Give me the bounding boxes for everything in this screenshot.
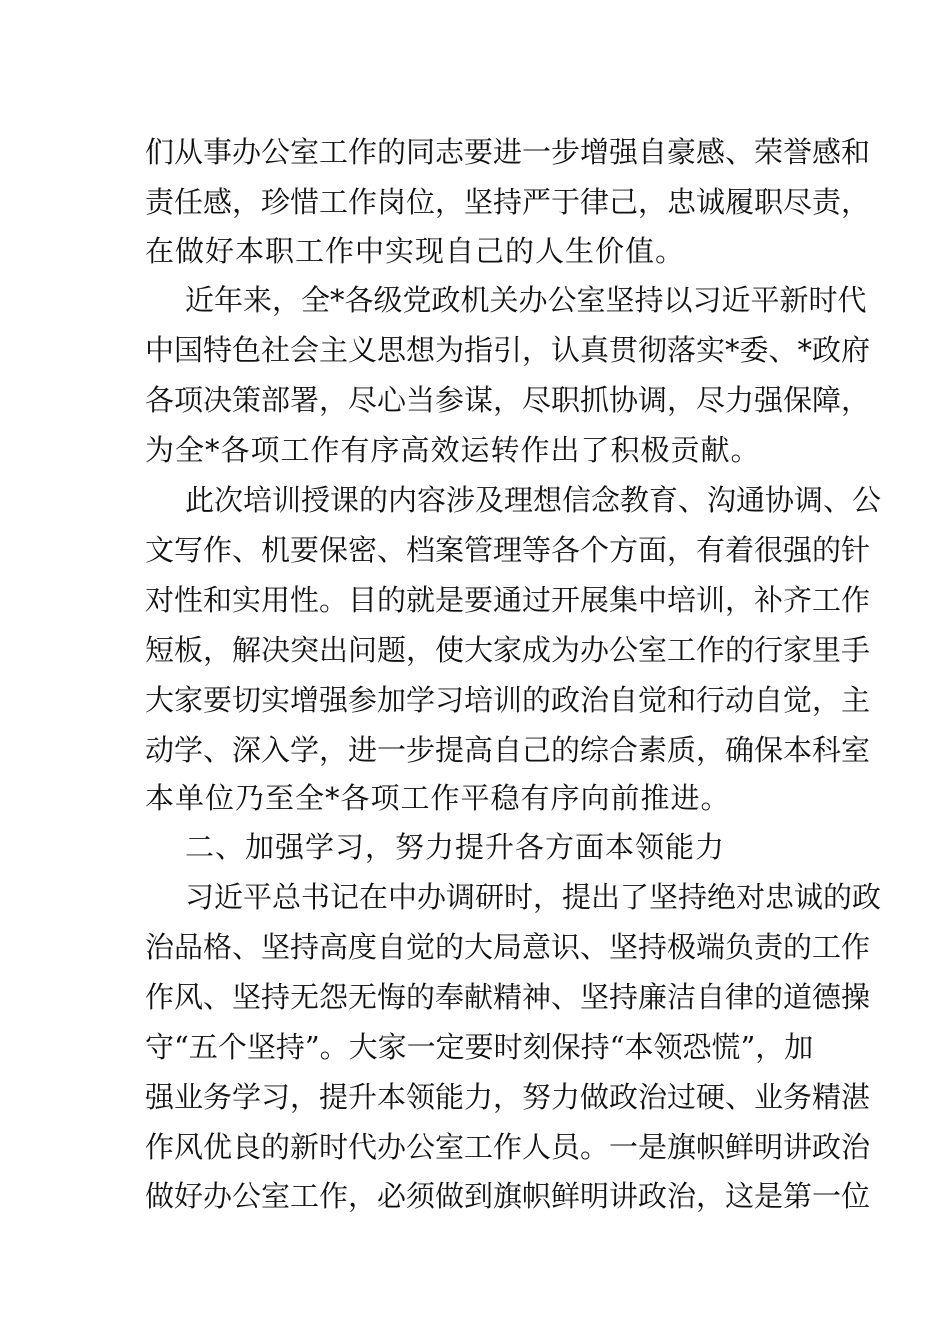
body-text-line: 动学、深入学，进一步提高自己的综合素质，确保本科室: [145, 733, 871, 767]
body-text-line: 短板，解决突出问题，使大家成为办公室工作的行家里手: [145, 633, 871, 667]
body-text-line: 作风优良的新时代办公室工作人员。一是旗帜鲜明讲政治: [145, 1130, 871, 1164]
body-text-line: 文写作、机要保密、档案管理等各个方面，有着很强的针: [145, 533, 871, 567]
body-text-line: 大家要切实增强参加学习培训的政治自觉和行动自觉，主: [145, 683, 871, 717]
body-text-line: 守“五个坚持”。大家一定要时刻保持“本领恐慌”，加: [145, 1030, 814, 1064]
paragraph-first-line: 近年来，全*各级党政机关办公室坚持以习近平新时代: [185, 283, 867, 317]
body-text-line: 本单位乃至全*各项工作平稳有序向前推进。: [145, 781, 731, 815]
body-text-line: 对性和实用性。目的就是要通过开展集中培训，补齐工作: [145, 583, 871, 617]
body-text-line: 各项决策部署，尽心当参谋，尽职抓协调，尽力强保障，: [145, 383, 871, 417]
body-text-line: 作风、坚持无怨无悔的奉献精神、坚持廉洁自律的道德操: [145, 980, 871, 1014]
body-text-line: 们从事办公室工作的同志要进一步增强自豪感、荣誉感和: [145, 135, 871, 169]
section-heading: 二、加强学习，努力提升各方面本领能力: [185, 830, 726, 864]
body-text-line: 为全*各项工作有序高效运转作出了积极贡献。: [145, 433, 761, 467]
body-text-line: 做好办公室工作，必须做到旗帜鲜明讲政治，这是第一位: [145, 1179, 871, 1213]
body-text-line: 责任感，珍惜工作岗位，坚持严于律己，忠诚履职尽责，: [145, 185, 871, 219]
body-text-line: 强业务学习，提升本领能力，努力做政治过硬、业务精湛: [145, 1080, 871, 1114]
body-text-line: 治品格、坚持高度自觉的大局意识、坚持极端负责的工作: [145, 930, 871, 964]
body-text-line: 在做好本职工作中实现自己的人生价值。: [145, 234, 686, 268]
paragraph-first-line: 此次培训授课的内容涉及理想信念教育、沟通协调、公: [185, 483, 882, 517]
paragraph-first-line: 习近平总书记在中办调研时，提出了坚持绝对忠诚的政: [185, 880, 882, 914]
body-text-line: 中国特色社会主义思想为指引，认真贯彻落实*委、*政府: [145, 333, 871, 367]
